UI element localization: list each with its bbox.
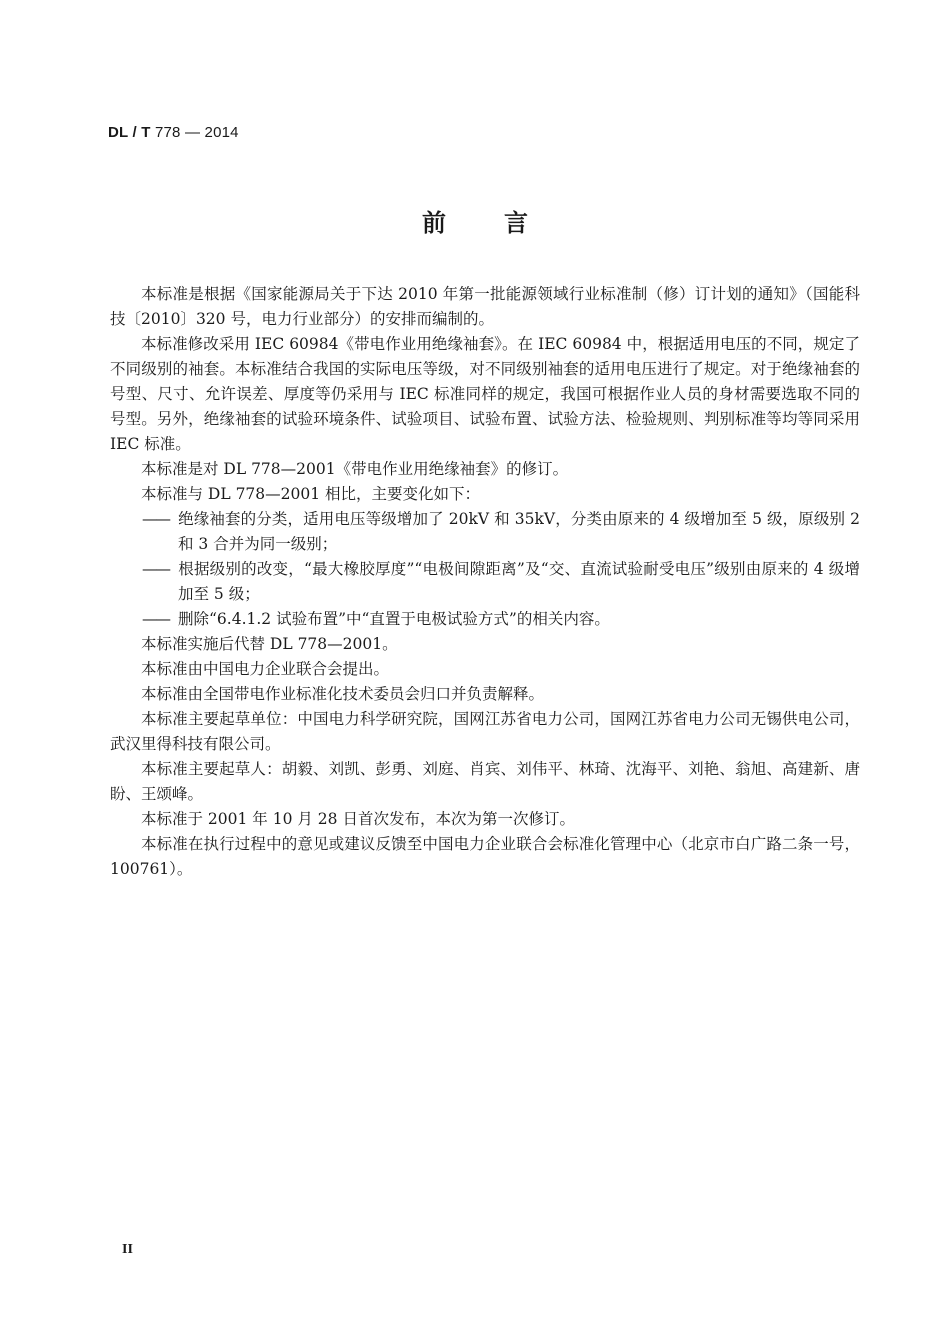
paragraph: 本标准主要起草人：胡毅、刘凯、彭勇、刘庭、肖宾、刘伟平、林琦、沈海平、刘艳、翁旭、高建新、唐盼、王颂峰。 — [110, 760, 860, 803]
paragraph: 本标准主要起草单位：中国电力科学研究院，国网江苏省电力公司，国网江苏省电力公司无锡供电公司，武汉里得科技有限公司。 — [110, 710, 860, 753]
change-text: 删除“6.4.1.2 试验布置”中“直置于电极试验方式”的相关内容。 — [178, 610, 610, 628]
paragraph: 本标准是对 DL 778—2001《带电作业用绝缘袖套》的修订。 — [141, 460, 569, 478]
paragraph: 本标准实施后代替 DL 778—2001。 — [141, 635, 398, 653]
running-header — [108, 124, 239, 141]
standard-number: 778 — 2014 — [154, 124, 239, 141]
paragraph: 本标准于 2001 年 10 月 28 日首次发布，本次为第一次修订。 — [141, 810, 575, 828]
change-text: 绝缘袖套的分类，适用电压等级增加了 20kV 和 35kV，分类由原来的 4 级增加至 5 级，原级别 2 和 3 合并为同一级别； — [178, 510, 860, 553]
page-number: II — [122, 1242, 133, 1257]
paragraph: 本标准由全国带电作业标准化技术委员会归口并负责解释。 — [141, 685, 545, 703]
page-title: 前言 — [422, 209, 586, 237]
paragraph: 本标准在执行过程中的意见或建议反馈至中国电力企业联合会标准化管理中心（北京市白广路二条一号，100761）。 — [110, 835, 860, 878]
paragraph: 本标准由中国电力企业联合会提出。 — [141, 660, 390, 678]
foreword-body — [110, 282, 860, 882]
dash-marker: —— — [142, 610, 169, 628]
change-text: 根据级别的改变，“最大橡胶厚度”“电极间隙距离”及“交、直流试验耐受电压”级别由原来的 4 级增加至 5 级； — [178, 560, 860, 603]
paragraph: 本标准是根据《国家能源局关于下达 2010 年第一批能源领域行业标准制（修）订计划的通知》（国能科技〔2010〕320 号，电力行业部分）的安排而编制的。 — [110, 285, 860, 328]
standard-code: DL / T — [108, 124, 151, 141]
dash-marker: —— — [142, 510, 169, 528]
dash-marker: —— — [142, 560, 169, 578]
change-item — [110, 607, 860, 632]
change-item — [110, 507, 860, 557]
paragraph: 本标准修改采用 IEC 60984《带电作业用绝缘袖套》。在 IEC 60984 中，根据适用电压的不同，规定了不同级别的袖套。本标准结合我国的实际电压等级，对不同级别袖套的适用电压进行了规定。对于绝缘袖套的号型、尺寸、允许误差、厚度等仍采用与 IEC 标准同样的规定，我国可根据作业人员的身材需要选取不同的号型。另外，绝缘袖套的试验环境条件、试验项目、试验布置、试验方法、检验规则、判别标准等均等同采用 IEC 标准。 — [110, 335, 860, 453]
paragraph: 本标准与 DL 778—2001 相比，主要变化如下： — [141, 485, 481, 503]
change-item — [110, 557, 860, 607]
